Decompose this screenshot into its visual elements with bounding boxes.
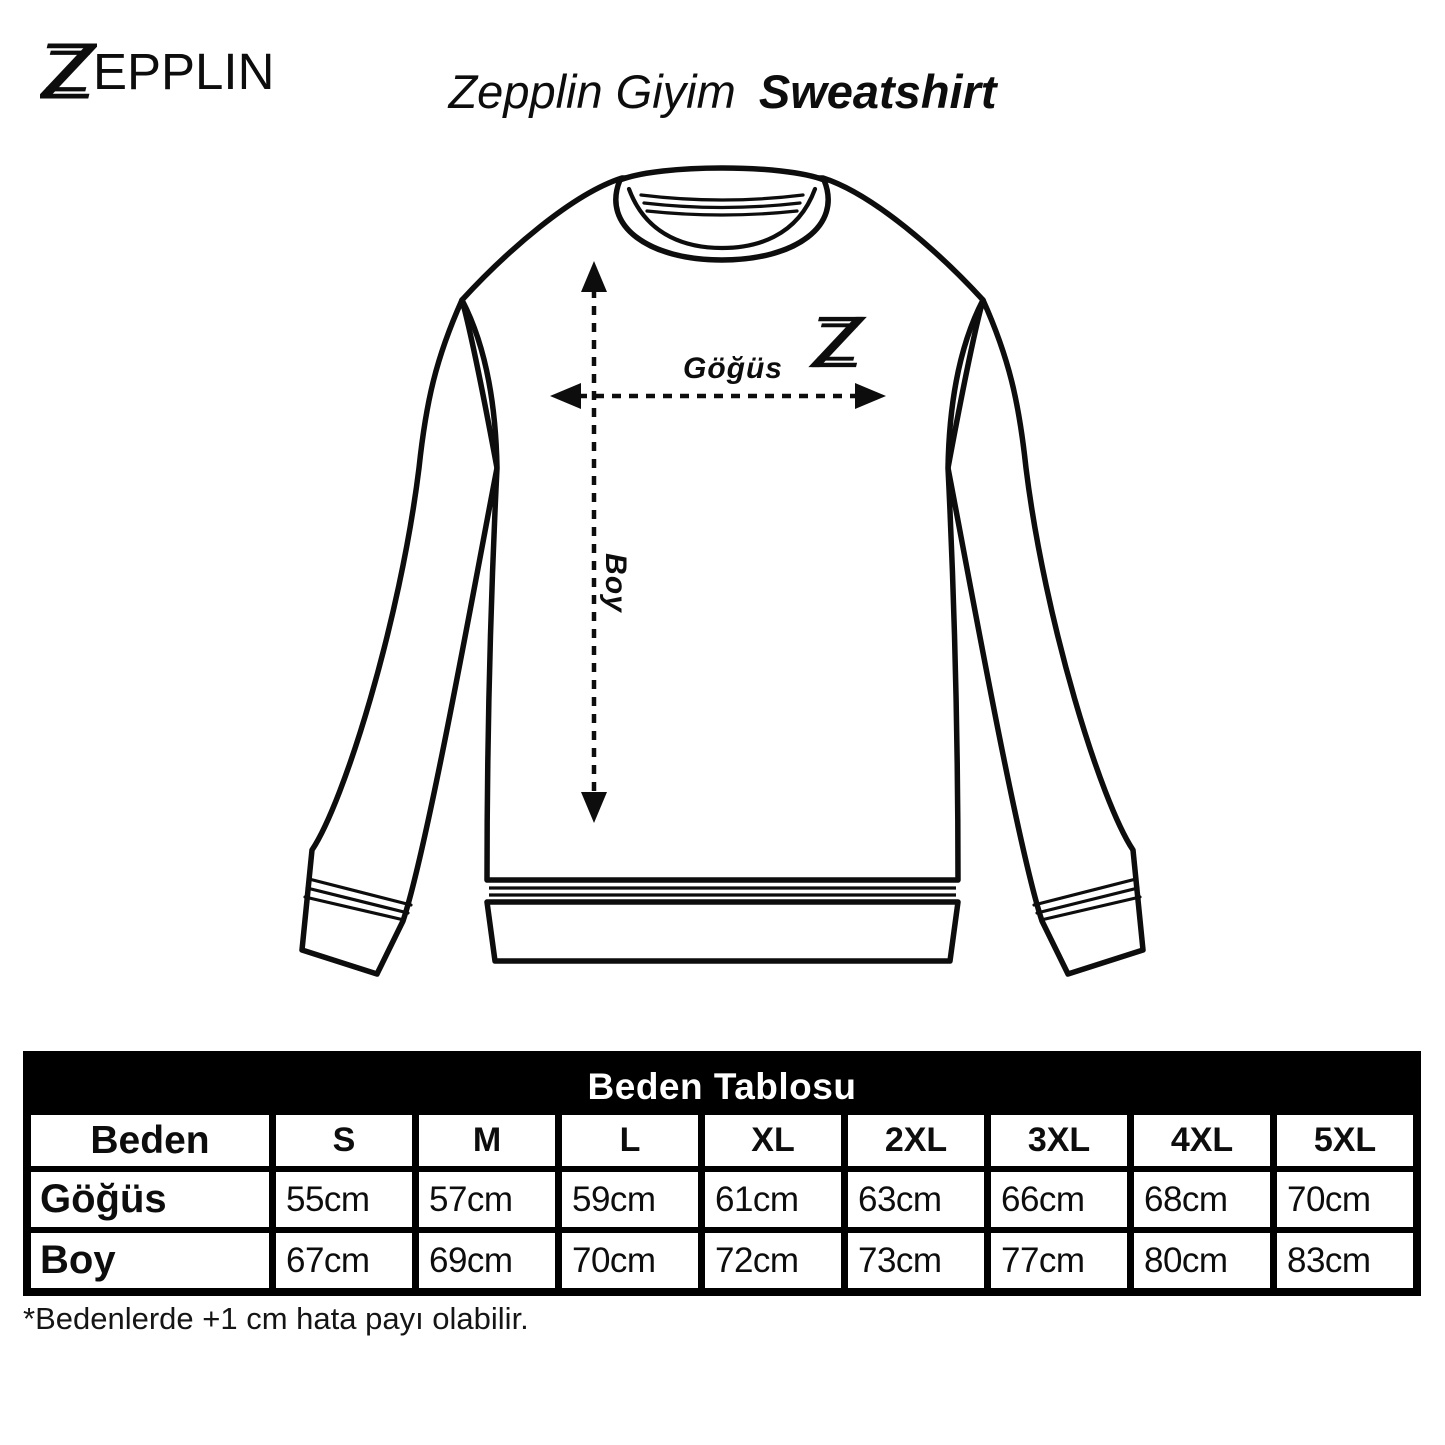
size-table — [23, 1051, 1421, 1296]
page-title-regular: Zepplin Giyim — [448, 65, 736, 118]
chest-measure-label: Göğüs — [683, 352, 783, 385]
col-header-xl: XL — [705, 1115, 841, 1166]
length-value-xl: 72cm — [705, 1233, 841, 1288]
brand-logo-text: EPPLIN — [93, 43, 275, 100]
size-table-grid — [31, 1115, 1413, 1288]
col-header-s: S — [276, 1115, 412, 1166]
size-table-title: Beden Tablosu — [587, 1066, 857, 1107]
col-header-3xl: 3XL — [991, 1115, 1127, 1166]
length-value-4xl: 80cm — [1134, 1233, 1270, 1288]
page-title-bold: Sweatshirt — [758, 65, 997, 118]
length-value-m: 69cm — [419, 1233, 555, 1288]
col-header-m: M — [419, 1115, 555, 1166]
col-header-4xl: 4XL — [1134, 1115, 1270, 1166]
length-value-3xl: 77cm — [991, 1233, 1127, 1288]
waistband — [487, 902, 958, 961]
right-sleeve — [948, 300, 1143, 974]
col-header-beden: Beden — [31, 1115, 269, 1166]
length-value-2xl: 73cm — [848, 1233, 984, 1288]
chest-value-4xl: 68cm — [1134, 1172, 1270, 1227]
length-value-s: 67cm — [276, 1233, 412, 1288]
chest-value-5xl: 70cm — [1277, 1172, 1413, 1227]
left-sleeve — [302, 300, 497, 974]
chest-value-s: 55cm — [276, 1172, 412, 1227]
col-header-l: L — [562, 1115, 698, 1166]
body-outline — [462, 178, 983, 880]
hem-ribbing — [489, 888, 956, 895]
col-header-5xl: 5XL — [1277, 1115, 1413, 1166]
length-measure-label: Boy — [599, 553, 632, 613]
col-header-2xl: 2XL — [848, 1115, 984, 1166]
chest-value-xl: 61cm — [705, 1172, 841, 1227]
row-label-chest: Göğüs — [31, 1172, 269, 1227]
size-tolerance-footnote: *Bedenlerde +1 cm hata payı olabilir. — [23, 1301, 529, 1336]
chest-value-m: 57cm — [419, 1172, 555, 1227]
chest-value-l: 59cm — [562, 1172, 698, 1227]
row-label-length: Boy — [31, 1233, 269, 1288]
chest-value-3xl: 66cm — [991, 1172, 1127, 1227]
length-value-5xl: 83cm — [1277, 1233, 1413, 1288]
chest-value-2xl: 63cm — [848, 1172, 984, 1227]
length-value-l: 70cm — [562, 1233, 698, 1288]
